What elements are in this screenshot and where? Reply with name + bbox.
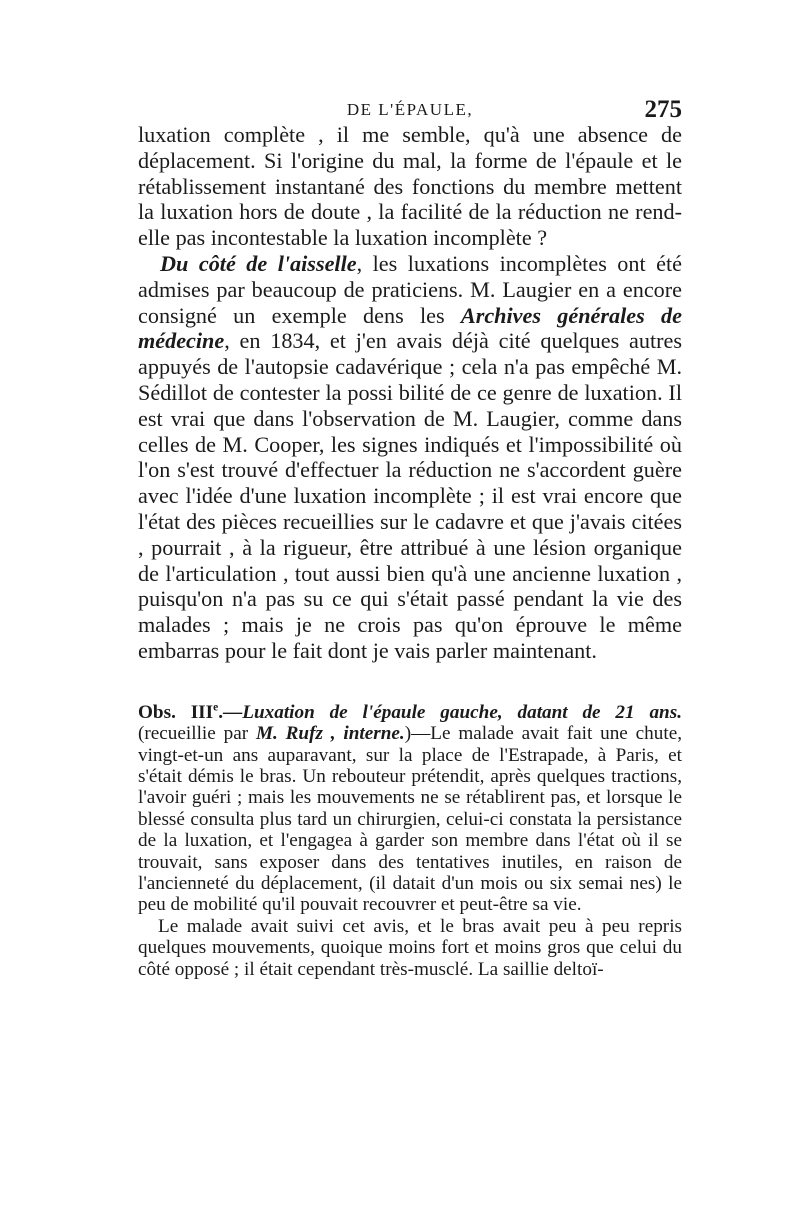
observation-paragraph: [138, 702, 682, 916]
paragraph-2-lead: Du côté de l'aisselle: [160, 250, 357, 276]
observation-label-sup: e: [213, 701, 219, 714]
paragraph-1: [138, 122, 682, 251]
paragraph-2: [138, 251, 682, 664]
page-number: 275: [644, 96, 682, 123]
text-block: [138, 122, 682, 980]
observation-author: M. Rufz , interne.: [255, 723, 405, 745]
observation-title: Luxation de l'épaule gauche, datant de 21 ans.: [242, 701, 682, 723]
observation-label: [138, 702, 242, 723]
observation-paragraph-2: [138, 916, 682, 980]
journal-title: Archives générales de médecine: [138, 302, 682, 354]
paragraph-2-text-continued: , en 1834, et j'en avais déjà cité quelques autres appuyés de l'autopsie cadavérique ; cela n'a pas empêché M. Sédillot de contester la possi bilité de ce genre de luxation. Il est vrai que dans l'observation de M. Laugier, comme dans celles de M. Cooper, les signes indiqués et l'impossibilité où l'on s'est trouvé d'effectuer la réduction ne s'accordent guère avec l'idée d'une luxation incomplète ; il est vrai encore que l'état des pièces recueillies sur le cadavre et que j'avais citées , pourrait , à la rigueur, être attribué à une lésion organique de l'articulation , tout aussi bien qu'à une ancienne luxation , puisqu'on n'a pas su ce qui s'était passé pendant la vie des malades ; mais je ne crois pas qu'on éprouve le même embarras pour le fait dont je vais parler maintenant.: [138, 328, 682, 663]
section-gap: [138, 664, 682, 702]
observation-dash: .—: [218, 701, 243, 723]
observation-source-close: ): [404, 723, 412, 745]
observation-label-text: Obs. III: [138, 701, 214, 723]
paragraph-2-text: , les luxations incomplètes ont été admises par beaucoup de praticiens. M. Laugier en a encore consigné un exemple dens les: [138, 250, 683, 328]
observation-source-open: (recueillie par: [138, 723, 256, 745]
observation-text-2: Le malade avait suivi cet avis, et le bras avait peu à peu repris quelques mouvements, quoique moins fort et moins gros que celui du côté opposé ; il était cependant très-musclé. La saillie deltoï-: [138, 915, 682, 980]
paragraph-1-text: luxation complète , il me semble, qu'à une absence de déplacement. Si l'origine du mal, la forme de l'épaule et le rétablissement instantané des fonctions du membre mettent la luxation hors de doute , la facilité de la réduction ne rend-elle pas incontestable la luxation incomplète ?: [138, 122, 682, 251]
observation-text: —Le malade avait fait une chute, vingt-et-un ans auparavant, sur la place de l'Estrapade, à Paris, et s'était démis le bras. Un rebouteur prétendit, après quelques tractions, l'avoir guéri ; mais les mouvements ne se rétablirent pas, et lorsque le blessé consulta plus tard un chirurgien, celui-ci constata la persistance de la luxation, et l'engagea à garder son membre dans l'état où il se trouvait, sans exposer dans des tentatives inutiles, en raison de l'ancienneté du déplacement, (il datait d'un mois ou six semai nes) le peu de mobilité qu'il pouvait recouvrer et peut-être sa vie.: [138, 723, 683, 916]
running-title: DE L'ÉPAULE,: [346, 100, 474, 119]
